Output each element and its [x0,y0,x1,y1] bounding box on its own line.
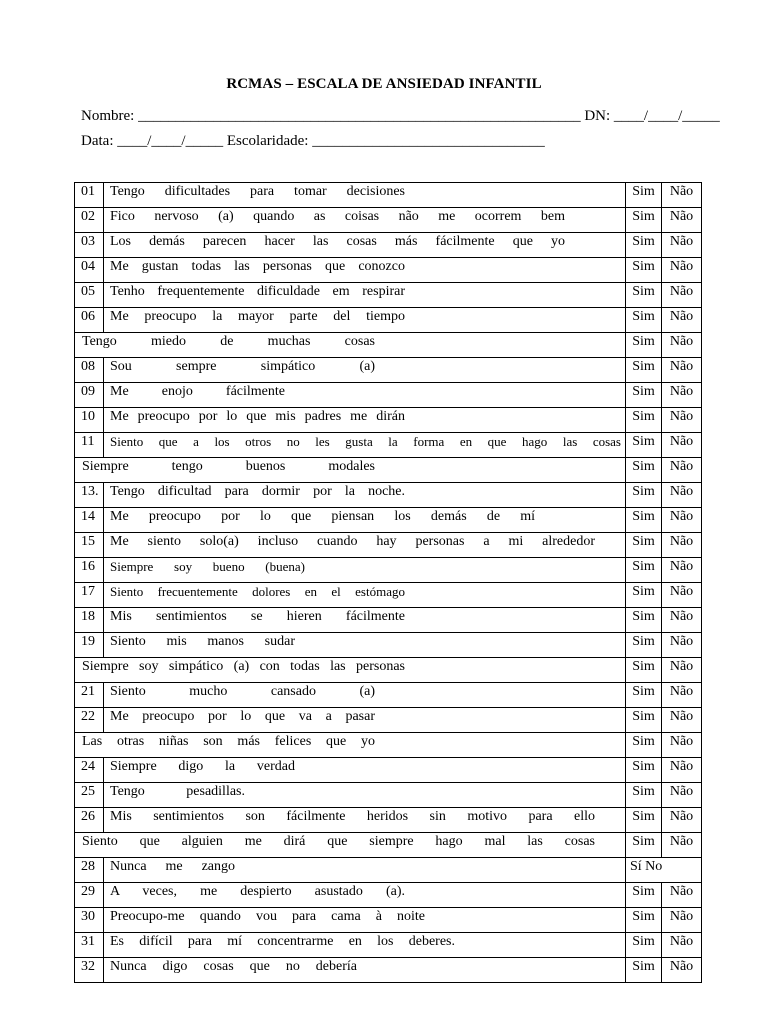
question-number: 32 [75,958,104,983]
answer-yes[interactable]: Sim [626,583,662,608]
question-number: 18 [75,608,104,633]
question-row [75,758,702,783]
question-row [75,458,702,483]
answer-yes[interactable]: Sim [626,508,662,533]
question-row [75,483,702,508]
question-text: Siento mis manos sudar [104,633,626,658]
question-text: Siempre tengo buenos modales [75,458,626,483]
answer-no[interactable]: Não [662,733,702,758]
answer-no[interactable]: Não [662,258,702,283]
question-text: Me siento solo(a) incluso cuando hay personas a mi alrededor [104,533,626,558]
question-text: Tengo dificultad para dormir por la noche. [104,483,626,508]
question-row [75,258,702,283]
question-row [75,358,702,383]
question-row [75,508,702,533]
question-row [75,408,702,433]
question-text: Sou sempre simpático (a) [104,358,626,383]
question-row [75,783,702,808]
answer-yes[interactable]: Sim [626,658,662,683]
answer-yes[interactable]: Sim [626,383,662,408]
question-number: 24 [75,758,104,783]
answer-yes[interactable]: Sim [626,408,662,433]
question-number: 06 [75,308,104,333]
question-row [75,883,702,908]
question-row [75,808,702,833]
question-text: Me preocupo la mayor parte del tiempo [104,308,626,333]
question-text: Preocupo-me quando vou para cama à noite [104,908,626,933]
answer-no[interactable]: Não [662,208,702,233]
answer-yes[interactable]: Sim [626,708,662,733]
question-row [75,433,702,458]
question-number: 02 [75,208,104,233]
answer-no[interactable]: Não [662,408,702,433]
document-title: RCMAS – ESCALA DE ANSIEDAD INFANTIL [226,76,542,92]
answer-no[interactable]: Não [662,483,702,508]
question-number: 04 [75,258,104,283]
question-text: Los demás parecen hacer las cosas más fácilmente que yo [104,233,626,258]
answer-no[interactable]: Não [662,808,702,833]
answer-no[interactable]: Não [662,533,702,558]
question-text: Siempre digo la verdad [104,758,626,783]
answer-no[interactable]: Não [662,458,702,483]
answer-yes[interactable]: Sim [626,908,662,933]
question-row [75,233,702,258]
question-row [75,833,702,858]
answer-no[interactable]: Não [662,508,702,533]
question-number: 03 [75,233,104,258]
answer-yes[interactable]: Sim [626,958,662,983]
question-number: 30 [75,908,104,933]
question-text: Las otras niñas son más felices que yo [75,733,626,758]
question-row [75,908,702,933]
answer-no[interactable]: Não [662,708,702,733]
questionnaire-table [74,182,702,983]
question-number: 08 [75,358,104,383]
question-text: Nunca me zango [104,858,626,883]
question-row [75,283,702,308]
question-number: 28 [75,858,104,883]
answer-yes[interactable]: Sim [626,933,662,958]
question-number: 17 [75,583,104,608]
question-row [75,683,702,708]
question-text: Tengo pesadillas. [104,783,626,808]
answer-yes[interactable]: Sim [626,808,662,833]
question-number: 22 [75,708,104,733]
answer-no[interactable]: Não [662,958,702,983]
answer-no[interactable]: Não [662,383,702,408]
question-number: 25 [75,783,104,808]
question-row [75,858,702,883]
question-row [75,558,702,583]
name-dob-line: Nombre: ___________________________________________________________ DN: ____/____/_____ [81,108,720,124]
question-text: Siento que a los otros no les gusta la forma en que hago las cosas [104,433,626,458]
answer-yes-no[interactable]: Sí No [626,858,702,883]
question-text: Tenho frequentemente dificuldade em respirar [104,283,626,308]
answer-yes[interactable]: Sim [626,483,662,508]
answer-yes[interactable]: Sim [626,733,662,758]
answer-no[interactable]: Não [662,333,702,358]
question-row [75,308,702,333]
question-row [75,658,702,683]
question-row [75,958,702,983]
answer-no[interactable]: Não [662,233,702,258]
question-row [75,708,702,733]
answer-no[interactable]: Não [662,308,702,333]
answer-yes[interactable]: Sim [626,358,662,383]
answer-no[interactable]: Não [662,358,702,383]
answer-yes[interactable]: Sim [626,333,662,358]
answer-yes[interactable]: Sim [626,558,662,583]
answer-yes[interactable]: Sim [626,883,662,908]
answer-no[interactable]: Não [662,658,702,683]
question-row [75,208,702,233]
date-school-line: Data: ____/____/_____ Escolaridade: _______________________________ [81,133,545,149]
question-text: Me enojo fácilmente [104,383,626,408]
answer-yes[interactable]: Sim [626,258,662,283]
answer-yes[interactable]: Sim [626,608,662,633]
answer-no[interactable]: Não [662,783,702,808]
question-number: 31 [75,933,104,958]
answer-yes[interactable]: Sim [626,833,662,858]
question-text: Siempre soy simpático (a) con todas las personas [75,658,626,683]
answer-no[interactable]: Não [662,908,702,933]
answer-yes[interactable]: Sim [626,183,662,208]
answer-yes[interactable]: Sim [626,458,662,483]
question-text: Siento frecuentemente dolores en el estómago [104,583,626,608]
question-number: 15 [75,533,104,558]
answer-no[interactable]: Não [662,633,702,658]
question-row [75,733,702,758]
question-row [75,933,702,958]
answer-no[interactable]: Não [662,833,702,858]
question-row [75,633,702,658]
question-text: Me preocupo por lo que va a pasar [104,708,626,733]
question-text: A veces, me despierto asustado (a). [104,883,626,908]
question-number: 01 [75,183,104,208]
answer-yes[interactable]: Sim [626,683,662,708]
answer-yes[interactable]: Sim [626,633,662,658]
question-text: Fico nervoso (a) quando as coisas não me ocorrem bem [104,208,626,233]
answer-no[interactable]: Não [662,183,702,208]
answer-yes[interactable]: Sim [626,208,662,233]
answer-no[interactable]: Não [662,933,702,958]
question-text: Me preocupo por lo que mis padres me dirán [104,408,626,433]
question-text: Mis sentimientos son fácilmente heridos sin motivo para ello [104,808,626,833]
question-number: 19 [75,633,104,658]
answer-yes[interactable]: Sim [626,283,662,308]
answer-yes[interactable]: Sim [626,533,662,558]
question-row [75,333,702,358]
answer-no[interactable]: Não [662,433,702,458]
question-number: 09 [75,383,104,408]
question-text: Siento que alguien me dirá que siempre hago mal las cosas [75,833,626,858]
answer-yes[interactable]: Sim [626,433,662,458]
answer-no[interactable]: Não [662,883,702,908]
question-row [75,383,702,408]
question-number: 11 [75,433,104,458]
question-text: Mis sentimientos se hieren fácilmente [104,608,626,633]
question-number: 13. [75,483,104,508]
answer-yes[interactable]: Sim [626,758,662,783]
question-number: 16 [75,558,104,583]
question-row [75,583,702,608]
question-row [75,608,702,633]
question-text: Tengo dificultades para tomar decisiones [104,183,626,208]
question-row [75,533,702,558]
question-text: Siento mucho cansado (a) [104,683,626,708]
answer-no[interactable]: Não [662,683,702,708]
answer-yes[interactable]: Sim [626,783,662,808]
question-number: 29 [75,883,104,908]
question-row [75,183,702,208]
question-text: Nunca digo cosas que no debería [104,958,626,983]
question-text: Me preocupo por lo que piensan los demás de mí [104,508,626,533]
answer-yes[interactable]: Sim [626,308,662,333]
answer-no[interactable]: Não [662,283,702,308]
question-text: Me gustan todas las personas que conozco [104,258,626,283]
answer-no[interactable]: Não [662,758,702,783]
question-number: 10 [75,408,104,433]
question-text: Siempre soy bueno (buena) [104,558,626,583]
answer-no[interactable]: Não [662,558,702,583]
question-number: 14 [75,508,104,533]
question-text: Es difícil para mí concentrarme en los deberes. [104,933,626,958]
question-number: 26 [75,808,104,833]
question-number: 05 [75,283,104,308]
answer-no[interactable]: Não [662,608,702,633]
answer-no[interactable]: Não [662,583,702,608]
answer-yes[interactable]: Sim [626,233,662,258]
question-text: Tengo miedo de muchas cosas [75,333,626,358]
question-number: 21 [75,683,104,708]
